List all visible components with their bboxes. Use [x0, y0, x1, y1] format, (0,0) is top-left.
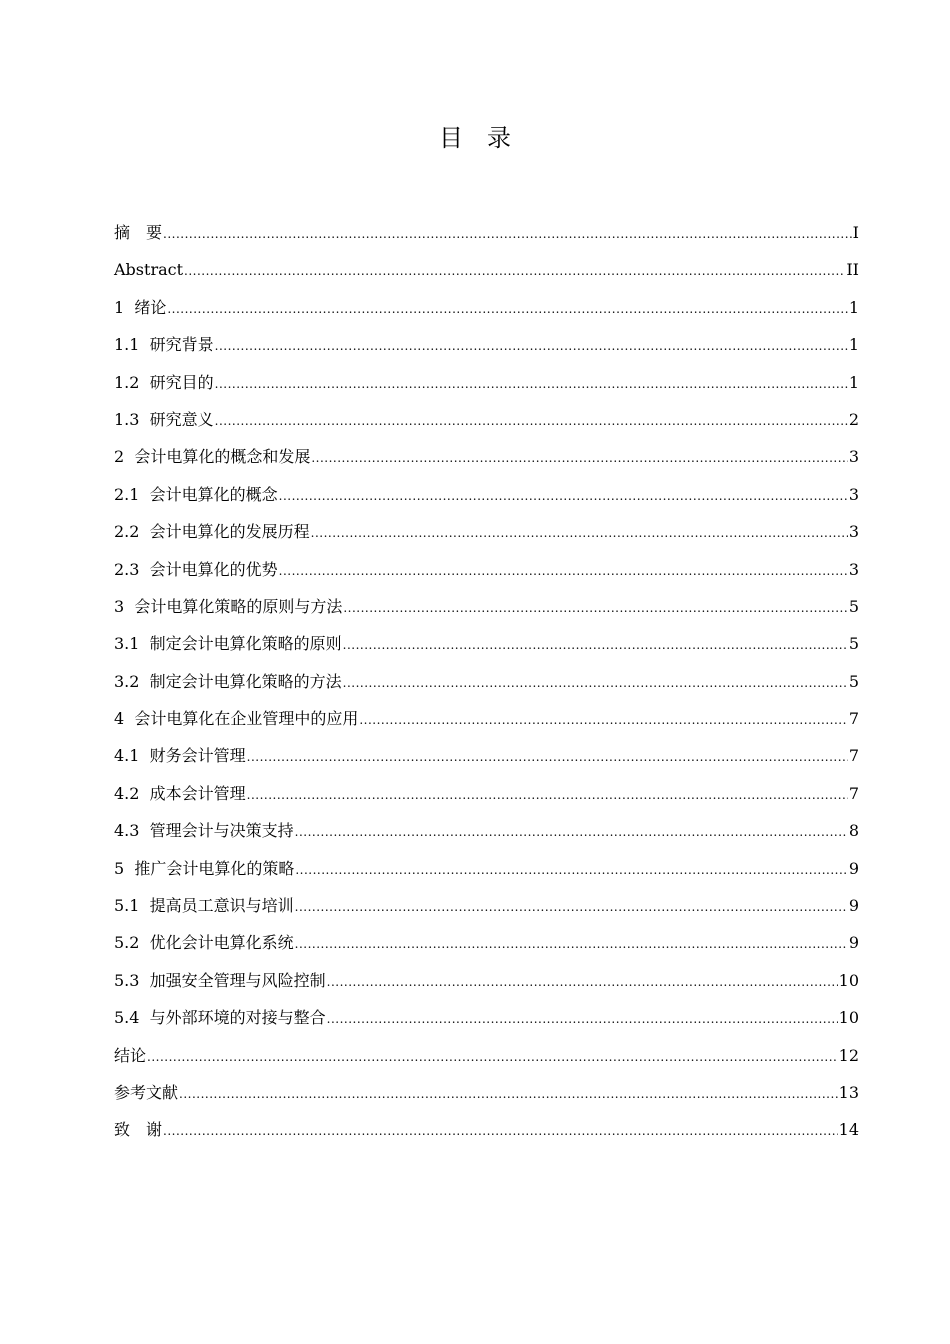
- toc-entry-label: 4.1 财务会计管理: [114, 746, 246, 766]
- toc-entry-page-number: 9: [848, 858, 859, 878]
- toc-entry-label: 结论: [114, 1045, 147, 1065]
- toc-entry[interactable]: [114, 887, 859, 924]
- toc-dot-leader: [279, 478, 848, 515]
- toc-entry[interactable]: [114, 401, 859, 438]
- toc-entry-label: 参考文献: [114, 1082, 179, 1102]
- toc-dot-leader: [343, 590, 847, 627]
- toc-dot-leader: [279, 553, 848, 590]
- toc-entry-page-number: II: [846, 260, 859, 280]
- toc-entry-label: 1.2 研究目的: [114, 372, 214, 392]
- toc-entry-page-number: 1: [848, 372, 859, 392]
- toc-entry[interactable]: [114, 700, 859, 737]
- toc-entry[interactable]: [114, 775, 859, 812]
- toc-dot-leader: [179, 1076, 838, 1113]
- toc-dot-leader: [295, 852, 847, 889]
- toc-entry-label: Abstract: [114, 260, 184, 280]
- toc-entry[interactable]: [114, 999, 859, 1036]
- toc-dot-leader: [327, 1001, 838, 1038]
- toc-entry-label: 2 会计电算化的概念和发展: [114, 447, 311, 467]
- toc-entry-label: 5.2 优化会计电算化系统: [114, 933, 294, 953]
- toc-entry-page-number: 10: [838, 1008, 859, 1028]
- toc-entry-page-number: 10: [838, 970, 859, 990]
- toc-entry[interactable]: [114, 1074, 859, 1111]
- toc-dot-leader: [311, 515, 848, 552]
- toc-entry-label: 2.2 会计电算化的发展历程: [114, 522, 310, 542]
- toc-dot-leader: [215, 403, 848, 440]
- toc-dot-leader: [147, 1039, 838, 1076]
- toc-entry[interactable]: [114, 364, 859, 401]
- toc-entry-label: 2.1 会计电算化的概念: [114, 484, 278, 504]
- toc-entry-page-number: 8: [848, 821, 859, 841]
- toc-entry[interactable]: [114, 513, 859, 550]
- toc-dot-leader: [343, 627, 848, 664]
- toc-entry-label: 1 绪论: [114, 297, 167, 317]
- toc-entry[interactable]: [114, 850, 859, 887]
- toc-dot-leader: [215, 328, 848, 365]
- toc-entry[interactable]: [114, 625, 859, 662]
- toc-entry[interactable]: [114, 214, 859, 251]
- toc-entry-page-number: 5: [848, 634, 859, 654]
- toc-dot-leader: [163, 1113, 838, 1150]
- toc-entry[interactable]: [114, 1111, 859, 1148]
- toc-entry-page-number: I: [852, 223, 859, 242]
- toc-entry[interactable]: [114, 924, 859, 961]
- toc-entry-page-number: 3: [848, 522, 859, 542]
- toc-dot-leader: [163, 216, 852, 253]
- toc-entry[interactable]: [114, 1037, 859, 1074]
- toc-entry-page-number: 3: [848, 484, 859, 504]
- page-title: 目 录: [439, 124, 511, 152]
- toc-entry-page-number: 12: [838, 1045, 859, 1065]
- toc-entry[interactable]: [114, 588, 859, 625]
- toc-entry-page-number: 13: [838, 1082, 859, 1102]
- toc-entry-label: 5.3 加强安全管理与风险控制: [114, 970, 326, 990]
- toc-entry-label: 2.3 会计电算化的优势: [114, 559, 278, 579]
- toc-entry-label: 5.4 与外部环境的对接与整合: [114, 1008, 326, 1028]
- toc-entry-page-number: 9: [848, 933, 859, 953]
- toc-entry-page-number: 1: [848, 297, 859, 317]
- toc-entry[interactable]: [114, 663, 859, 700]
- toc-entry-label: 4 会计电算化在企业管理中的应用: [114, 709, 359, 729]
- toc-entry-page-number: 7: [848, 783, 859, 803]
- toc-dot-leader: [247, 739, 848, 776]
- toc-entry-page-number: 5: [848, 671, 859, 691]
- toc-entry-page-number: 7: [848, 746, 859, 766]
- toc-entry-label: 1.1 研究背景: [114, 335, 214, 355]
- toc-entry-label: 4.3 管理会计与决策支持: [114, 821, 294, 841]
- toc-entry-label: 3 会计电算化策略的原则与方法: [114, 596, 343, 616]
- toc-dot-leader: [167, 291, 847, 328]
- toc-dot-leader: [295, 926, 848, 963]
- toc-entry-label: 5 推广会计电算化的策略: [114, 858, 295, 878]
- toc-entry-label: 3.1 制定会计电算化策略的原则: [114, 634, 342, 654]
- toc-entry[interactable]: [114, 737, 859, 774]
- toc-dot-leader: [327, 964, 838, 1001]
- toc-dot-leader: [184, 253, 845, 290]
- toc-entry-label: 4.2 成本会计管理: [114, 783, 246, 803]
- toc-entry[interactable]: [114, 438, 859, 475]
- toc-dot-leader: [295, 889, 848, 926]
- toc-entry-label: 致 谢: [114, 1120, 163, 1140]
- toc-dot-leader: [359, 702, 847, 739]
- toc-entry[interactable]: [114, 326, 859, 363]
- table-of-contents: [114, 214, 859, 1149]
- toc-entry-label: 5.1 提高员工意识与培训: [114, 896, 294, 916]
- toc-entry[interactable]: [114, 289, 859, 326]
- toc-entry-page-number: 14: [838, 1120, 859, 1140]
- toc-entry-page-number: 2: [848, 409, 859, 429]
- toc-dot-leader: [295, 814, 848, 851]
- toc-entry-label: 3.2 制定会计电算化策略的方法: [114, 671, 342, 691]
- toc-entry-page-number: 3: [848, 559, 859, 579]
- toc-dot-leader: [311, 440, 847, 477]
- toc-entry[interactable]: [114, 812, 859, 849]
- toc-dot-leader: [215, 366, 848, 403]
- toc-dot-leader: [343, 665, 848, 702]
- toc-entry[interactable]: [114, 962, 859, 999]
- toc-entry-page-number: 3: [848, 447, 859, 467]
- toc-dot-leader: [247, 777, 848, 814]
- toc-entry-page-number: 7: [848, 709, 859, 729]
- toc-entry-page-number: 5: [848, 596, 859, 616]
- toc-entry[interactable]: [114, 251, 859, 288]
- toc-entry-page-number: 9: [848, 896, 859, 916]
- toc-entry[interactable]: [114, 476, 859, 513]
- toc-entry-page-number: 1: [848, 335, 859, 355]
- toc-entry-label: 摘 要: [114, 223, 163, 242]
- toc-entry-label: 1.3 研究意义: [114, 409, 214, 429]
- toc-entry[interactable]: [114, 551, 859, 588]
